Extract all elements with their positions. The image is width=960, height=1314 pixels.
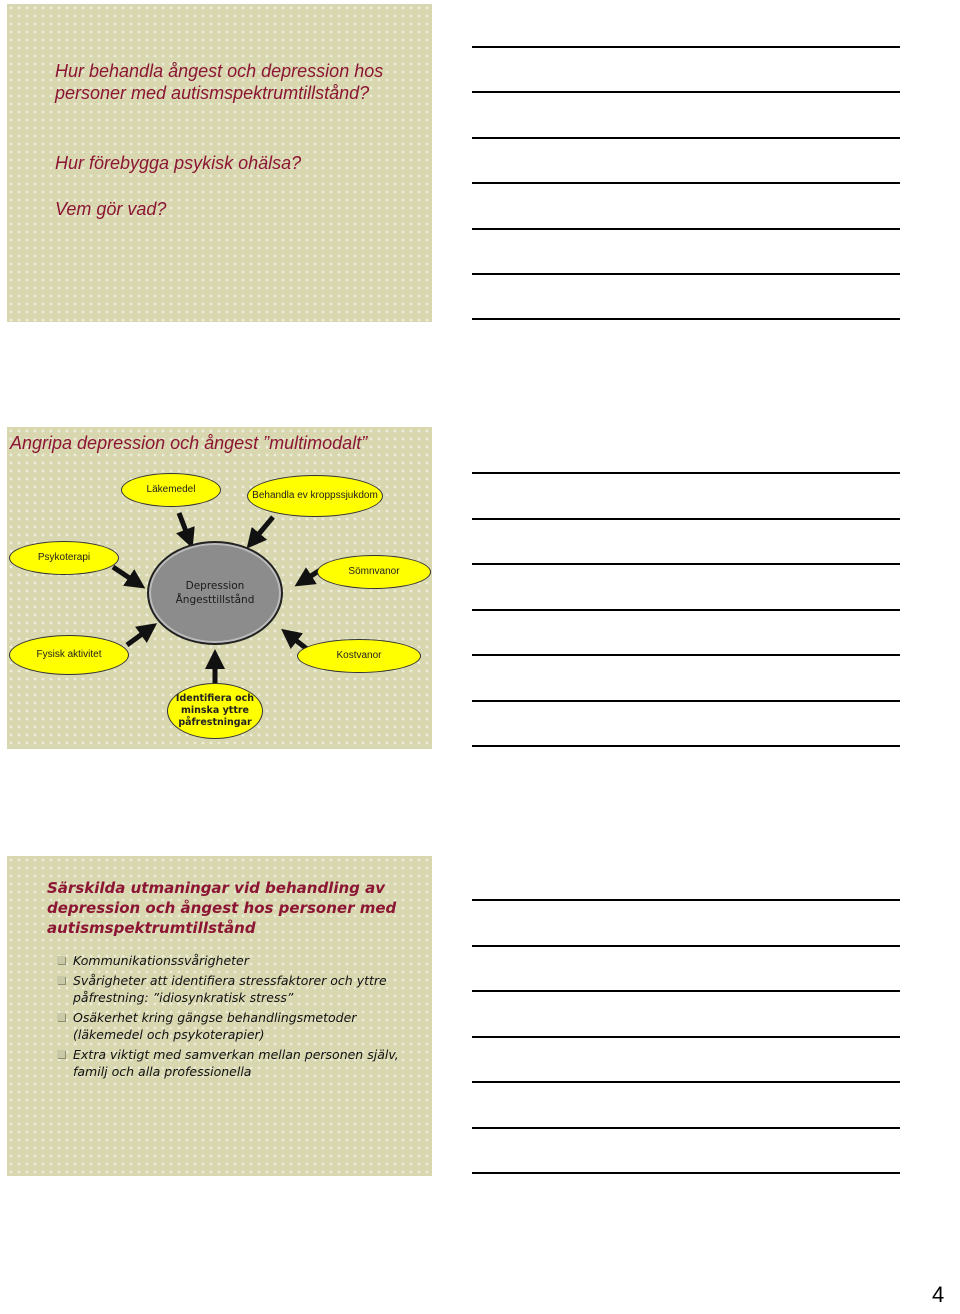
center-label-2: Ångesttillstånd	[175, 594, 255, 606]
square-bullet-icon	[57, 976, 65, 984]
node-fysisk: Fysisk aktivitet	[9, 635, 129, 675]
notes-line	[472, 745, 900, 747]
square-bullet-icon	[57, 1013, 65, 1021]
notes-line	[472, 945, 900, 947]
notes-line	[472, 182, 900, 184]
slide-1-question-2: Hur förebygga psykisk ohälsa?	[55, 153, 302, 173]
slide-3-bullet-list	[55, 952, 425, 1083]
arrow-fysisk	[127, 629, 149, 645]
notes-line	[472, 518, 900, 520]
notes-line	[472, 91, 900, 93]
slide-3	[7, 856, 432, 1176]
node-kostvanor: Kostvanor	[297, 639, 421, 673]
notes-line	[472, 1172, 900, 1174]
list-item: Kommunikationssvårigheter	[55, 952, 425, 970]
arrow-behandla	[253, 517, 273, 541]
arrow-lakemedel	[179, 513, 189, 539]
notes-line	[472, 609, 900, 611]
notes-line	[472, 990, 900, 992]
list-item: Extra viktigt med samverkan mellan personen själv, familj och alla professionella	[55, 1046, 425, 1081]
square-bullet-icon	[57, 1050, 65, 1058]
node-lakemedel: Läkemedel	[121, 473, 221, 507]
notes-line	[472, 318, 900, 320]
node-behandla: Behandla ev kroppssjukdom	[247, 475, 383, 517]
notes-line	[472, 700, 900, 702]
slide-1	[7, 4, 432, 322]
slide-2-title: Angripa depression och ångest ”multimodalt”	[10, 433, 368, 453]
center-node	[147, 541, 283, 645]
notes-line	[472, 1036, 900, 1038]
notes-line	[472, 46, 900, 48]
notes-line	[472, 654, 900, 656]
notes-line	[472, 1081, 900, 1083]
node-identifiera: Identifiera och minska yttre påfrestningar	[167, 683, 263, 739]
list-item: Svårigheter att identifiera stressfaktorer och yttre påfrestning: ”idiosynkratisk stress”	[55, 972, 425, 1007]
notes-line	[472, 137, 900, 139]
slide-2	[7, 427, 432, 749]
notes-line	[472, 273, 900, 275]
notes-line	[472, 472, 900, 474]
notes-line	[472, 1127, 900, 1129]
list-item: Osäkerhet kring gängse behandlingsmetoder (läkemedel och psykoterapier)	[55, 1009, 425, 1044]
arrow-psykoterapi	[113, 567, 137, 583]
slide-1-question-3: Vem gör vad?	[55, 199, 167, 219]
notes-line	[472, 563, 900, 565]
center-label-1: Depression	[185, 580, 245, 592]
square-bullet-icon	[57, 956, 65, 964]
page-number: 4	[932, 1282, 945, 1307]
node-psykoterapi: Psykoterapi	[9, 541, 119, 575]
notes-line	[472, 228, 900, 230]
slide-1-title: Hur behandla ångest och depression hos personer med autismspektrumtillstånd?	[55, 61, 384, 103]
node-somnvanor: Sömnvanor	[317, 555, 431, 589]
notes-line	[472, 899, 900, 901]
slide-3-title: Särskilda utmaningar vid behandling av depression och ångest hos personer med autismspektrumtillstånd	[47, 879, 397, 937]
